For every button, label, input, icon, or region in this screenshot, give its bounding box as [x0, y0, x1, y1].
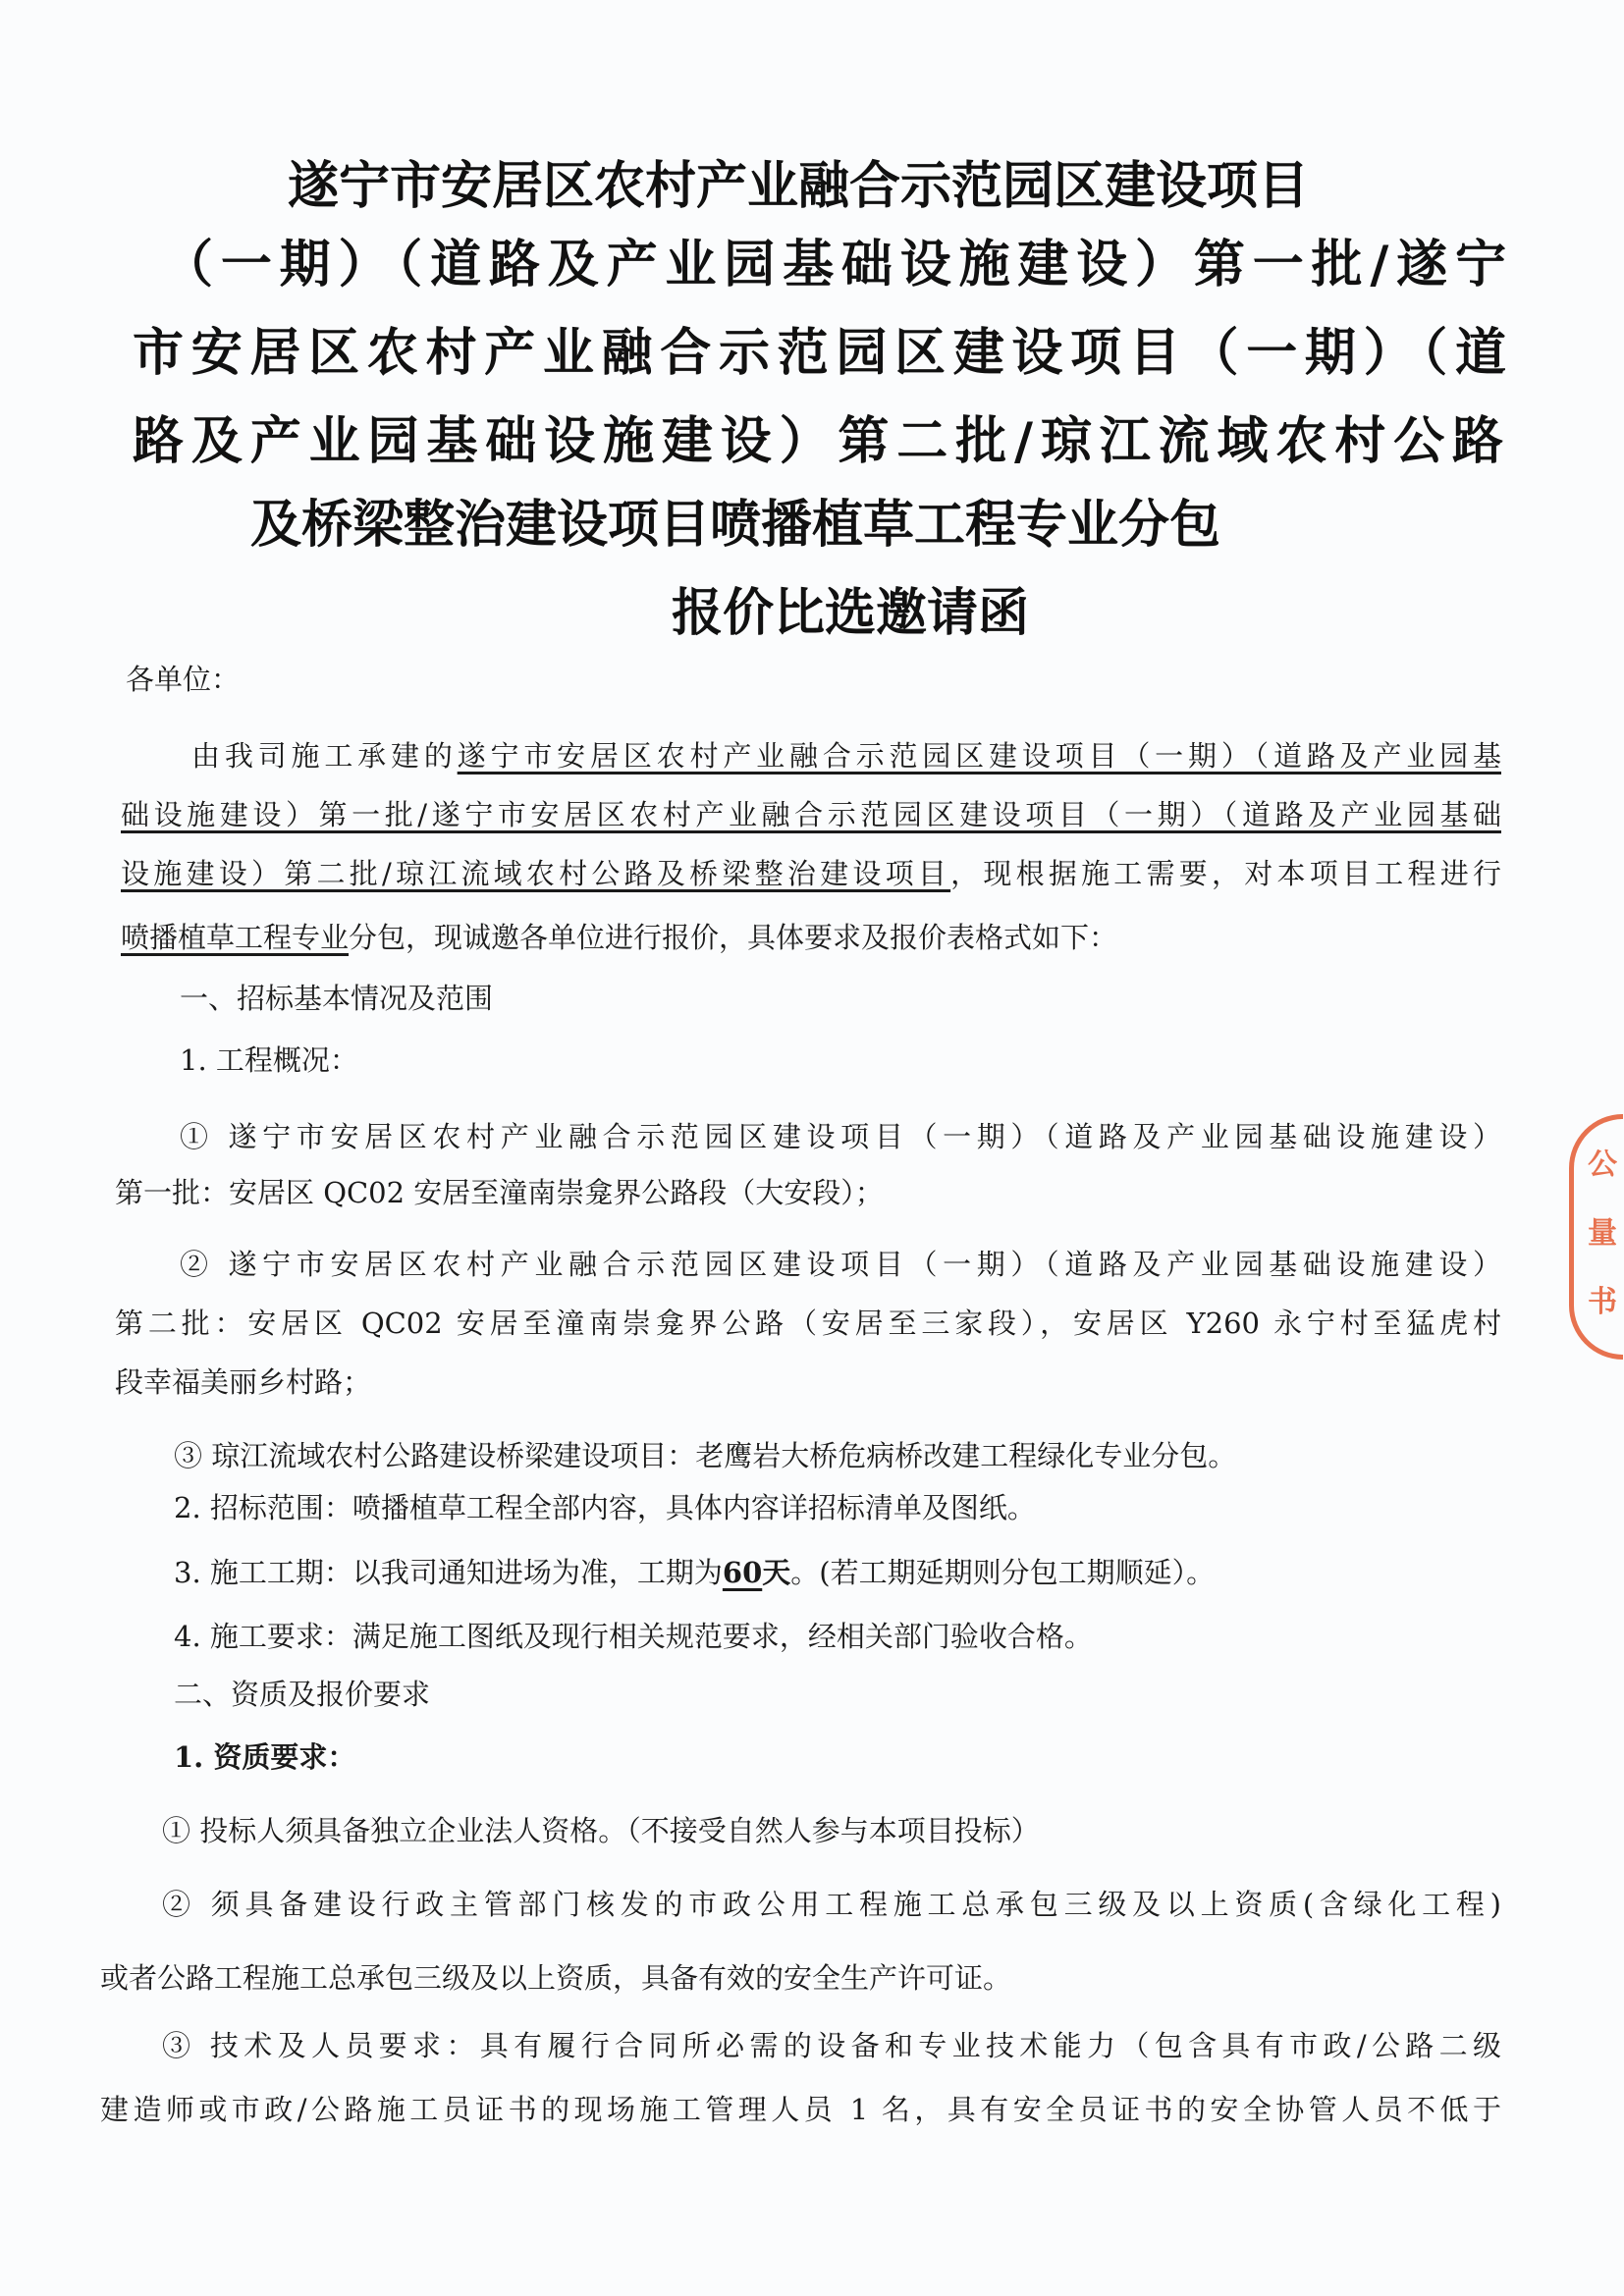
text-segment: 1. 资质要求： — [174, 1740, 356, 1774]
body-line — [180, 1041, 358, 1080]
title-line: 报价比选邀请函 — [672, 584, 1030, 643]
underlined-text: 喷播植草工程专业 — [121, 921, 350, 954]
underlined-text: 础设施建设）第一批/遂宁市安居区农村产业融合示范园区建设项目（一期）（道路及产业园基础 — [121, 798, 1501, 831]
text-segment: 。(若工期延期则分包工期顺延）。 — [790, 1556, 1216, 1589]
underlined-text: 遂宁市安居区农村产业融合示范园区建设项目（一期）（道路及产业园基 — [457, 739, 1501, 773]
text-segment: 2. 招标范围：喷播植草工程全部内容，具体内容详招标清单及图纸。 — [174, 1491, 1036, 1524]
text-segment: ② 遂宁市安居区农村产业融合示范园区建设项目（一期）（道路及产业园基础设施建设） — [180, 1248, 1501, 1281]
text-segment: 第二批：安居区 QC02 安居至潼南崇龛界公路（安居至三家段），安居区 Y260 永宁村至猛虎村 — [115, 1307, 1501, 1340]
text-segment: 分包，现诚邀各单位进行报价，具体要求及报价表格式如下： — [349, 921, 1118, 954]
body-line — [100, 2090, 1501, 2129]
stamp-char: 量 — [1588, 1216, 1617, 1251]
text-segment: 第一批：安居区 QC02 安居至潼南崇龛界公路段（大安段）； — [115, 1176, 884, 1209]
text-segment: 1. 工程概况： — [180, 1043, 358, 1077]
underlined-text: 设施建设）第二批/琼江流域农村公路及桥梁整治建设项目 — [121, 857, 951, 890]
body-line — [174, 1488, 1036, 1527]
text-segment: 或者公路工程施工总承包三级及以上资质，具备有效的安全生产许可证。 — [100, 1961, 1012, 1995]
text-segment: 由我司施工承建的 — [191, 739, 458, 773]
company-seal-stamp — [1569, 1114, 1623, 1360]
body-line — [174, 1737, 355, 1777]
body-line — [121, 795, 1501, 834]
text-segment: 一、招标基本情况及范围 — [180, 982, 494, 1015]
body-line — [115, 1362, 371, 1402]
title-line: 及桥梁整治建设项目喷播植草工程专业分包 — [250, 496, 1221, 555]
text-segment: ① 遂宁市安居区农村产业融合示范园区建设项目（一期）（道路及产业园基础设施建设） — [180, 1120, 1501, 1153]
body-line — [174, 1436, 1236, 1475]
body-line — [121, 854, 1501, 893]
body-line — [126, 660, 240, 699]
body-line — [180, 1245, 1501, 1284]
text-segment: 建造师或市政/公路施工员证书的现场施工管理人员 1 名，具有安全员证书的安全协管人员不低于 — [100, 2093, 1501, 2126]
text-segment: 4. 施工要求：满足施工图纸及现行相关规范要求，经相关部门验收合格。 — [174, 1620, 1093, 1653]
body-line — [174, 1675, 430, 1714]
body-line — [162, 1885, 1501, 1924]
body-line — [115, 1173, 884, 1212]
body-line — [100, 1958, 1011, 1998]
text-segment: ③ 技术及人员要求：具有履行合同所必需的设备和专业技术能力（包含具有市政/公路二级 — [162, 2029, 1501, 2062]
text-segment: ① 投标人须具备独立企业法人资格。（不接受自然人参与本项目投标） — [162, 1814, 1040, 1847]
text-segment: 天 — [762, 1556, 791, 1589]
title-line: 市安居区农村产业融合示范园区建设项目（一期）（道 — [133, 324, 1506, 383]
text-segment: 二、资质及报价要求 — [174, 1678, 431, 1711]
stamp-char: 公 — [1588, 1148, 1617, 1182]
body-line — [162, 2026, 1501, 2065]
text-segment: 段幸福美丽乡村路； — [115, 1365, 372, 1399]
text-segment: 3. 施工工期：以我司通知进场为准，工期为 — [174, 1556, 723, 1589]
body-line — [174, 1553, 1215, 1592]
title-line: 遂宁市安居区农村产业融合示范园区建设项目 — [288, 157, 1310, 216]
body-line — [191, 736, 1501, 775]
title-line: 路及产业园基础设施建设）第二批/琼江流域农村公路 — [133, 412, 1503, 471]
title-line: （一期）（道路及产业园基础设施建设）第一批/遂宁 — [162, 236, 1506, 294]
body-line — [115, 1304, 1501, 1343]
text-segment: 各单位： — [126, 663, 241, 696]
body-line — [180, 979, 493, 1018]
text-segment: ，现根据施工需要，对本项目工程进行 — [950, 857, 1501, 890]
body-line — [121, 918, 1117, 957]
body-line — [180, 1117, 1501, 1156]
body-line — [174, 1617, 1093, 1656]
body-line — [162, 1811, 1040, 1850]
text-segment: ② 须具备建设行政主管部门核发的市政公用工程施工总承包三级及以上资质(含绿化工程) — [162, 1888, 1501, 1921]
underlined-text: 60 — [722, 1556, 763, 1589]
stamp-char: 书 — [1588, 1285, 1617, 1319]
text-segment: ③ 琼江流域农村公路建设桥梁建设项目：老鹰岩大桥危病桥改建工程绿化专业分包。 — [174, 1439, 1237, 1472]
